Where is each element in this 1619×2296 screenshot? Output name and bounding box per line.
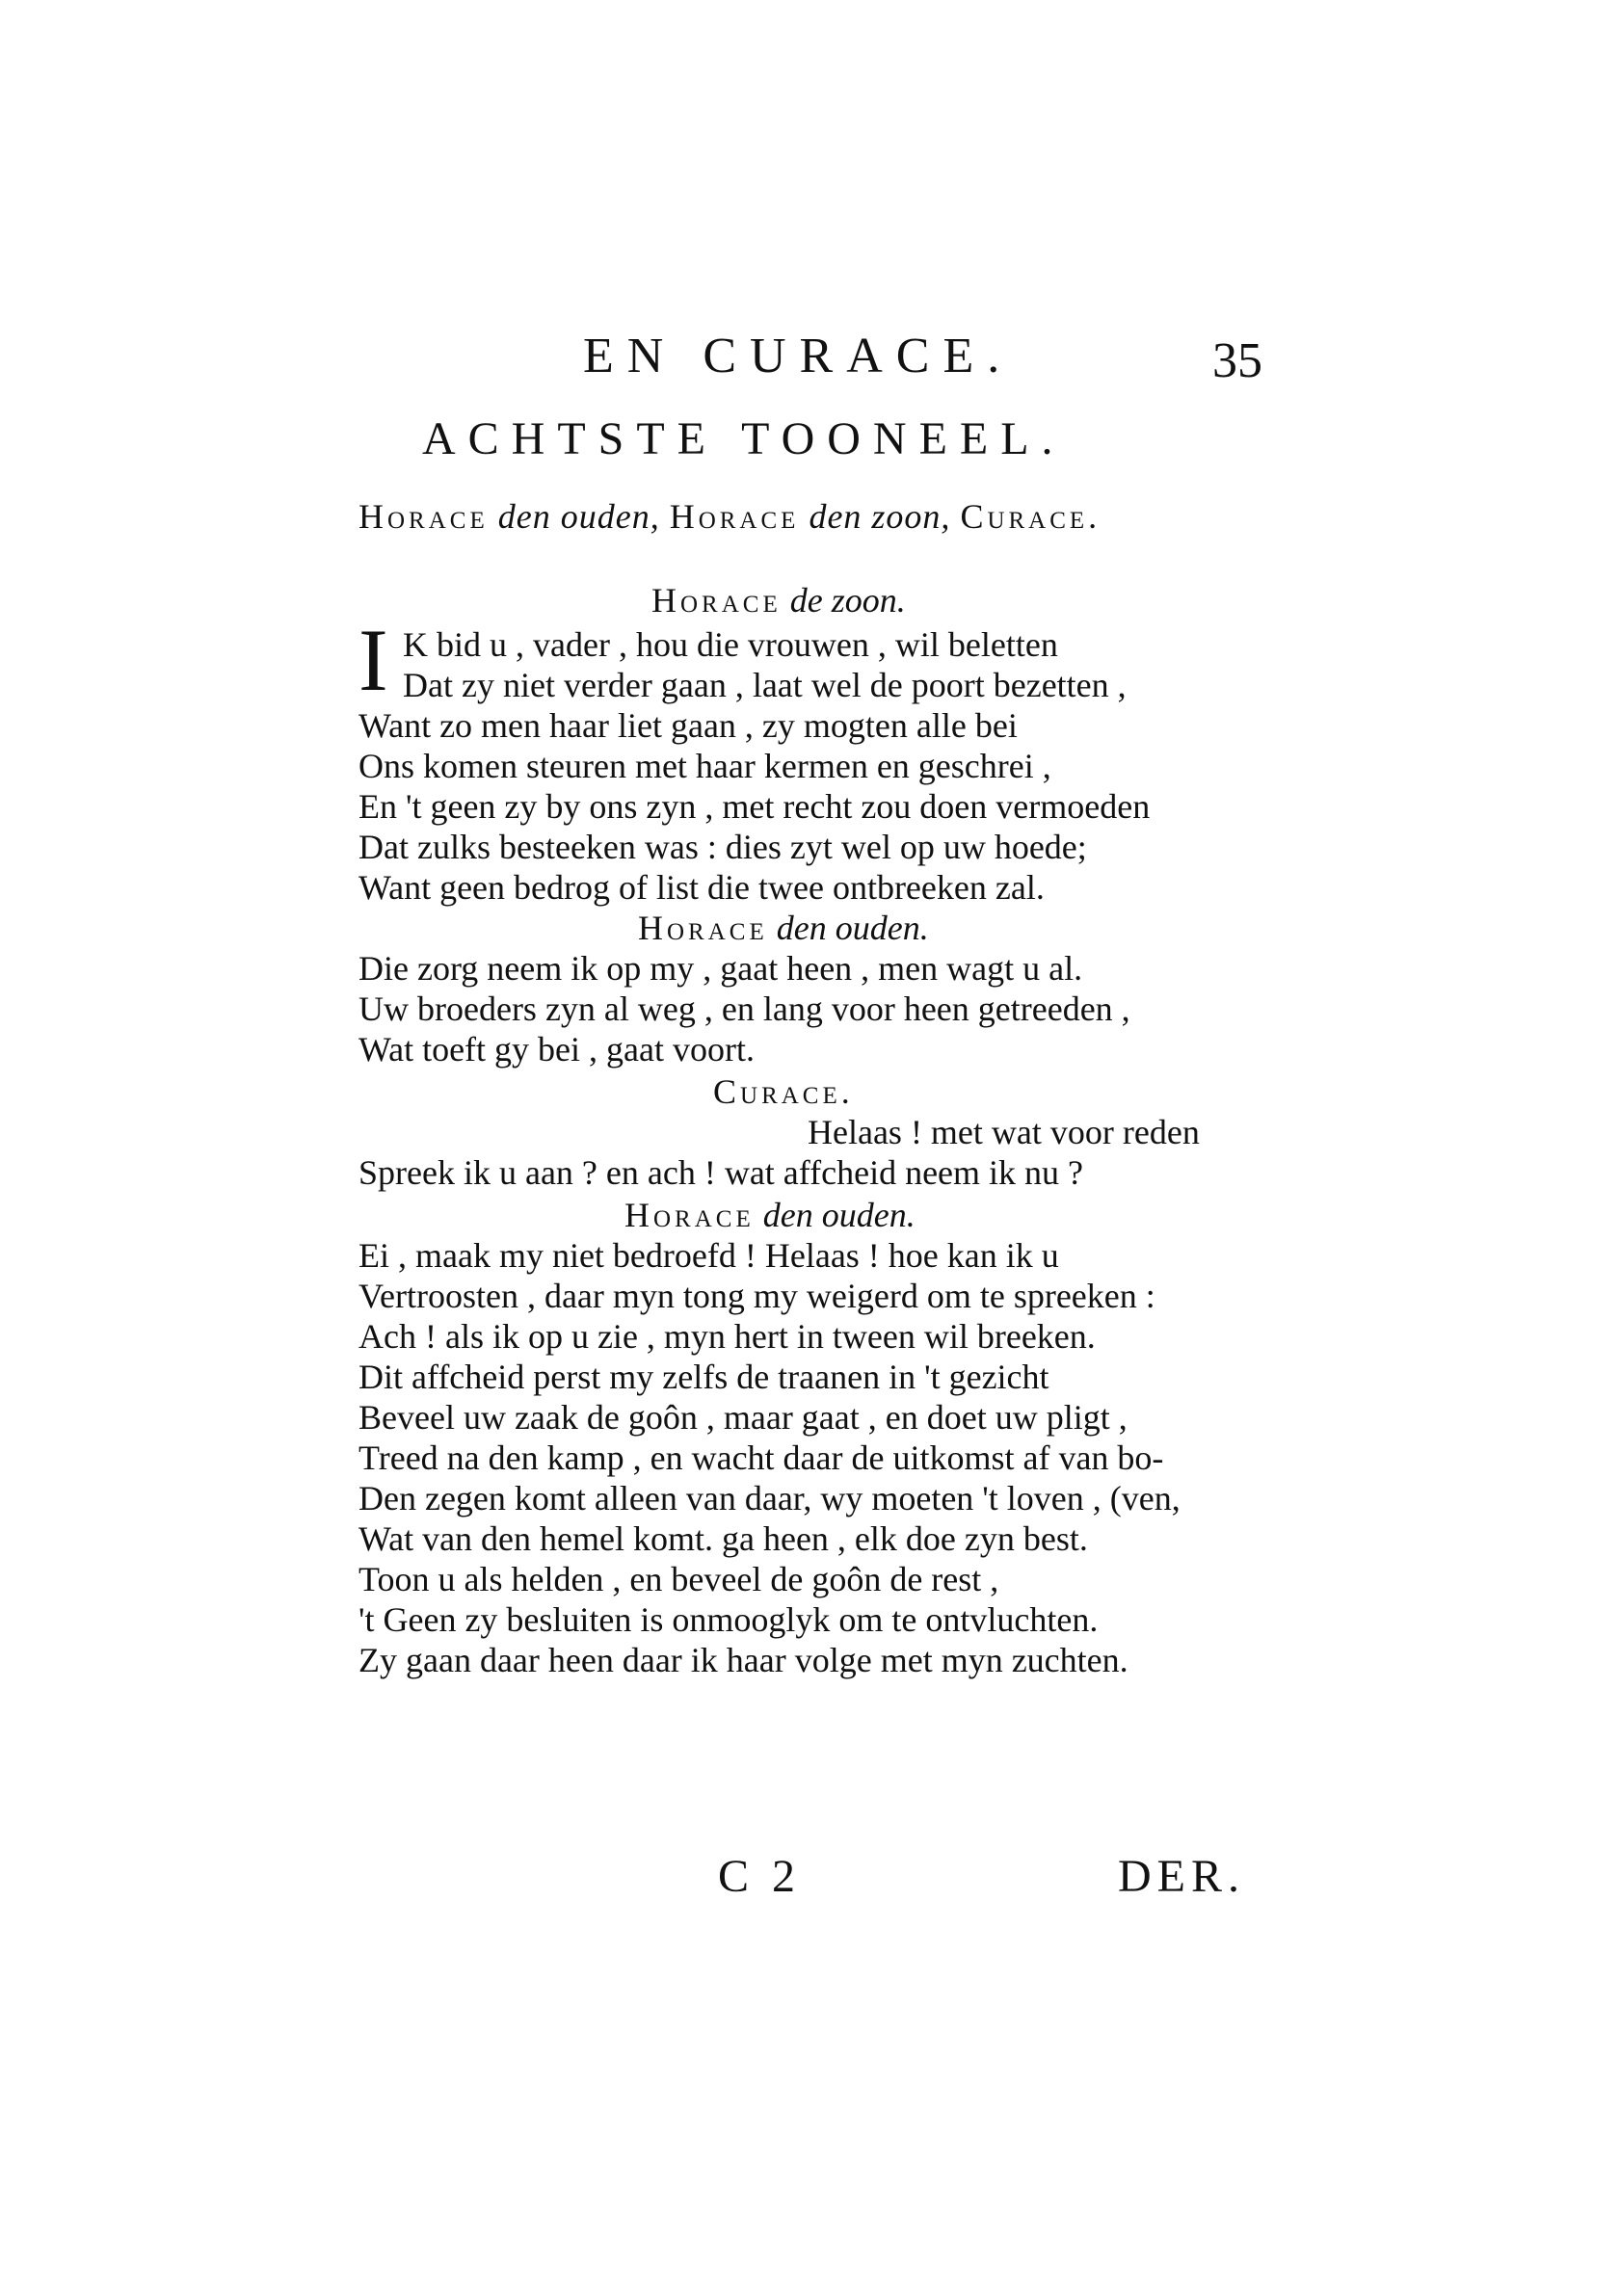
speaker-epithet: de zoon. xyxy=(789,581,906,620)
speaker-heading xyxy=(638,908,929,948)
verse-line: Beveel uw zaak de goôn , maar gaat , en doet uw pligt , xyxy=(358,1398,1128,1437)
character-epithet: den ouden, xyxy=(497,497,660,536)
verse-line: Treed na den kamp , en wacht daar de uitkomst af van bo- xyxy=(358,1438,1164,1477)
speaker-heading xyxy=(624,1195,916,1235)
character-name: Horace xyxy=(669,497,800,536)
speaker-name: Horace xyxy=(651,581,782,620)
character-list xyxy=(358,496,1101,537)
verse-line: Toon u als helden , en beveel de goôn de rest , xyxy=(358,1560,999,1598)
verse-line: Helaas ! met wat voor reden xyxy=(808,1113,1200,1151)
verse-line: Spreek ik u aan ? en ach ! wat affcheid neem ik nu ? xyxy=(358,1153,1084,1192)
verse-line: Zy gaan daar heen daar ik haar volge met myn zuchten. xyxy=(358,1641,1128,1679)
verse-line: Uw broeders zyn al weg , en lang voor heen getreeden , xyxy=(358,990,1130,1028)
speaker-epithet: den ouden. xyxy=(762,1196,916,1234)
speaker-heading xyxy=(651,580,906,620)
verse-line: Den zegen komt alleen van daar, wy moeten 't loven , (ven, xyxy=(358,1479,1181,1517)
verse-line: Ei , maak my niet bedroefd ! Helaas ! hoe kan ik u xyxy=(358,1236,1059,1275)
verse-line: K bid u , vader , hou die vrouwen , wil beletten xyxy=(403,625,1058,664)
drop-cap: I xyxy=(358,611,388,709)
speaker-name: Horace xyxy=(624,1196,755,1234)
speaker-name: Horace xyxy=(638,909,768,947)
verse-line: Dat zy niet verder gaan , laat wel de poort bezetten , xyxy=(403,666,1127,704)
character-epithet: den zoon, xyxy=(809,497,951,536)
verse-line: Dat zulks besteeken was : dies zyt wel op uw hoede; xyxy=(358,828,1087,866)
speaker-name: Curace. xyxy=(713,1072,854,1111)
verse-line: Ons komen steuren met haar kermen en geschrei , xyxy=(358,747,1051,785)
catchword: DER. xyxy=(1118,1851,1245,1902)
speaker-heading xyxy=(713,1071,854,1112)
verse-line: Want zo men haar liet gaan , zy mogten alle bei xyxy=(358,706,1018,745)
character-name: Horace xyxy=(358,497,489,536)
verse-line: 't Geen zy besluiten is onmooglyk om te ontvluchten. xyxy=(358,1600,1099,1639)
scene-title: ACHTSTE TOONEEL. xyxy=(422,413,1066,464)
verse-line: En 't geen zy by ons zyn , met recht zou doen vermoeden xyxy=(358,787,1151,826)
verse-line: Want geen bedrog of list die twee ontbreeken zal. xyxy=(358,868,1045,907)
running-head: EN CURACE. xyxy=(583,329,1014,383)
speaker-epithet: den ouden. xyxy=(776,909,929,947)
verse-line: Wat van den hemel komt. ga heen , elk doe zyn best. xyxy=(358,1519,1088,1558)
verse-line: Ach ! als ik op u zie , myn hert in tween wil breeken. xyxy=(358,1317,1096,1356)
verse-line: Vertroosten , daar myn tong my weigerd om te spreeken : xyxy=(358,1277,1155,1315)
page-number: 35 xyxy=(1212,333,1262,388)
character-name: Curace. xyxy=(960,497,1101,536)
verse-line: Dit affcheid perst my zelfs de traanen in 't gezicht xyxy=(358,1358,1049,1396)
verse-line: Wat toeft gy bei , gaat voort. xyxy=(358,1030,755,1069)
signature-mark: C 2 xyxy=(718,1851,802,1902)
verse-line: Die zorg neem ik op my , gaat heen , men wagt u al. xyxy=(358,949,1083,988)
